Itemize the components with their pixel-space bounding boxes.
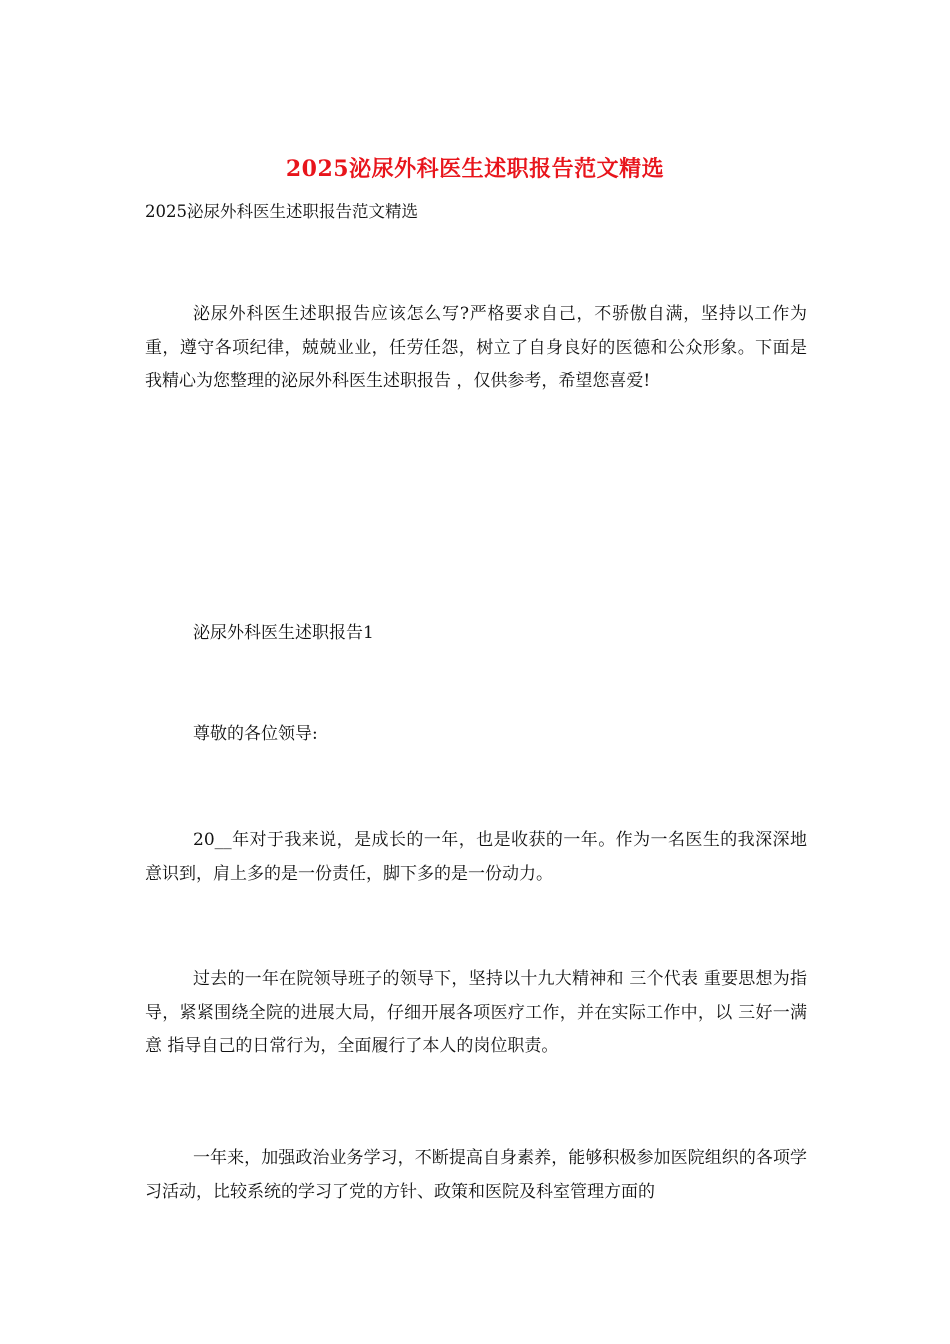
intro-paragraph: 泌尿外科医生述职报告应该怎么写?严格要求自己，不骄傲自满，坚持以工作为重，遵守各项纪律，兢兢业业，任劳任怨，树立了自身良好的医德和公众形象。下面是我精心为您整理的泌尿外科医生述职报告 ，仅供参考，希望您喜爱! (145, 304, 807, 391)
section-heading: 泌尿外科医生述职报告1 (193, 623, 374, 643)
document-subtitle: 2025泌尿外科医生述职报告范文精选 (145, 202, 418, 221)
body-paragraph-2: 过去的一年在院领导班子的领导下，坚持以十九大精神和 三个代表 重要思想为指导，紧紧围绕全院的进展大局，仔细开展各项医疗工作，并在实际工作中，以 三好一满意 指导自己的日常行为，全面履行了本人的岗位职责。 (145, 969, 807, 1056)
greeting-paragraph: 尊敬的各位领导: (193, 724, 318, 744)
body-paragraph-3: 一年来，加强政治业务学习，不断提高自身素养，能够积极参加医院组织的各项学习活动，比较系统的学习了党的方针、政策和医院及科室管理方面的 (145, 1148, 807, 1202)
document-title: 2025泌尿外科医生述职报告范文精选 (285, 156, 665, 182)
body-paragraph-1: 20__年对于我来说，是成长的一年，也是收获的一年。作为一名医生的我深深地意识到，肩上多的是一份责任，脚下多的是一份动力。 (145, 830, 807, 884)
